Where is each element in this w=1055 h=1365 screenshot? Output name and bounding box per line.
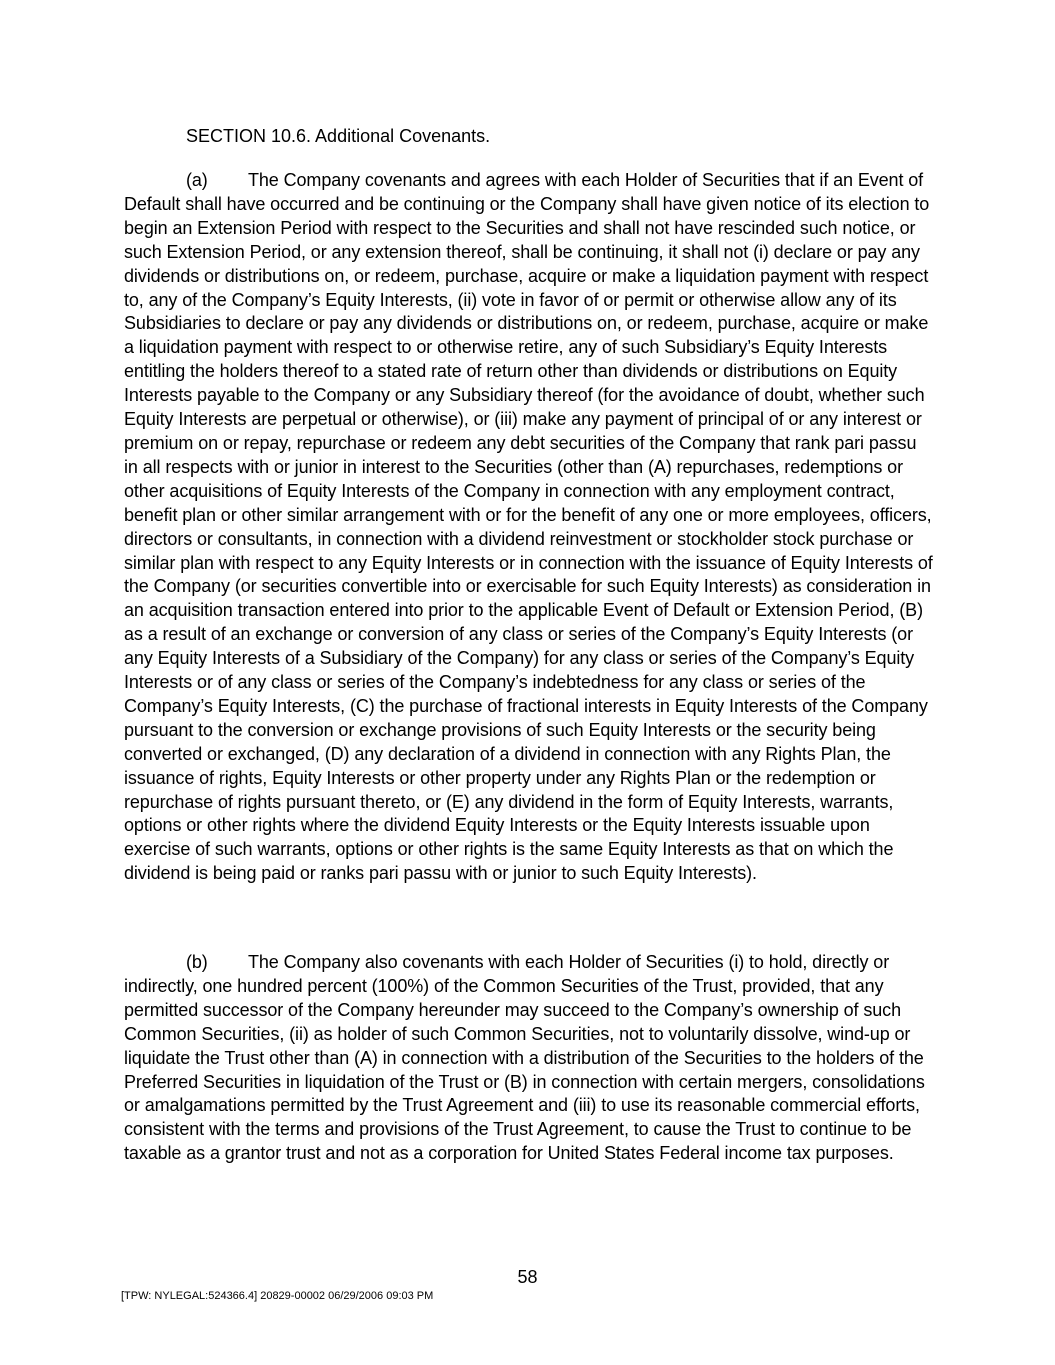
- paragraph-a-text: The Company covenants and agrees with each Holder of Securities that if an Event of Default shall have occurred and be continuing or the Company shall have given notice of its election to begin an Extension Period with respect to the Securities and shall not have rescinded such notice, or such Extension Period, or any extension thereof, shall be continuing, it shall not (i) declare or pay any dividends or distributions on, or redeem, purchase, acquire or make a liquidation payment with respect to, any of the Company’s Equity Interests, (ii) vote in favor of or permit or otherwise allow any of its Subsidiaries to declare or pay any dividends or distributions on, or redeem, purchase, acquire or make a liquidation payment with respect to or otherwise retire, any of such Subsidiary’s Equity Interests entitling the holders thereof to a stated rate of return other than dividends or distributions on Equity Interests payable to the Company or any Subsidiary thereof (for the avoidance of doubt, whether such Equity Interests are perpetual or otherwise), or (iii) make any payment of principal of or any interest or premium on or repay, repurchase or redeem any debt securities of the Company that rank pari passu in all respects with or junior in interest to the Securities (other than (A) repurchases, redemptions or other acquisitions of Equity Interests of the Company in connection with any employment contract, benefit plan or other similar arrangement with or for the benefit of any one or more employees, officers, directors or consultants, in connection with a dividend reinvestment or stockholder stock purchase or similar plan with respect to any Equity Interests or in connection with the issuance of Equity Interests of the Company (or securities convertible into or exercisable for such Equity Interests) as consideration in an acquisition transaction entered into prior to the applicable Event of Default or Extension Period, (B) as a result of an exchange or conversion of any class or series of the Company’s Equity Interests (or any Equity Interests of a Subsidiary of the Company) for any class or series of the Company’s Equity Interests or of any class or series of the Company’s indebtedness for any class or series of the Company’s Equity Interests, (C) the purchase of fractional interests in Equity Interests of the Company pursuant to the conversion or exchange provisions of such Equity Interests or the security being converted or exchanged, (D) any declaration of a dividend in connection with any Rights Plan, the issuance of rights, Equity Interests or other property under any Rights Plan or the redemption or repurchase of rights pursuant thereto, or (E) any dividend in the form of Equity Interests, warrants, options or other rights where the dividend Equity Interests or the Equity Interests issuable upon exercise of such warrants, options or other rights is the same Equity Interests as that on which the dividend is being paid or ranks pari passu with or junior to such Equity Interests).: [124, 170, 933, 884]
- paragraph-a-marker: (a): [186, 170, 208, 190]
- paragraph-b-text: The Company also covenants with each Holder of Securities (i) to hold, directly or indirectly, one hundred percent (100%) of the Common Securities of the Trust, provided, that any permitted successor of the Company hereunder may succeed to the Company’s ownership of such Common Securities, (ii) as holder of such Common Securities, not to voluntarily dissolve, wind-up or liquidate the Trust other than (A) in connection with a distribution of the Securities to the holders of the Preferred Securities in liquidation of the Trust or (B) in connection with certain mergers, consolidations or amalgamations permitted by the Trust Agreement and (iii) to use its reasonable commercial efforts, consistent with the terms and provisions of the Trust Agreement, to cause the Trust to continue to be taxable as a grantor trust and not as a corporation for United States Federal income tax purposes.: [124, 952, 925, 1164]
- page-number: 58: [517, 1267, 538, 1287]
- footer-document-id: [TPW: NYLEGAL:524366.4] 20829-00002 06/29/2006 09:03 PM: [121, 1290, 434, 1302]
- paragraph-b-marker: (b): [186, 952, 208, 972]
- paragraph-b: [124, 951, 934, 1166]
- section-heading: SECTION 10.6. Additional Covenants.: [186, 126, 491, 146]
- paragraph-a: [124, 169, 934, 886]
